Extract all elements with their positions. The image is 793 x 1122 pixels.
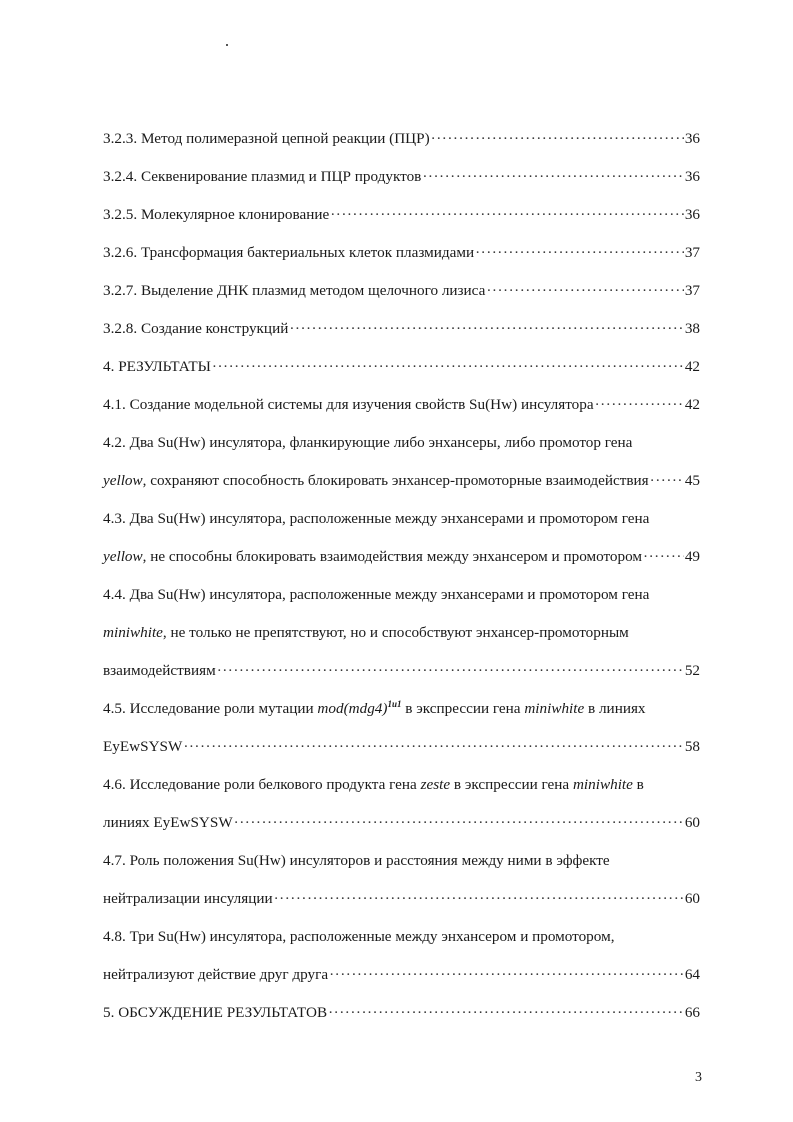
dot-leader xyxy=(475,242,684,264)
toc-page-number: 38 xyxy=(684,320,700,337)
toc-entry-3-2-7[interactable]: 3.2.7. Выделение ДНК плазмид методом щелочного лизиса ····· 37 xyxy=(103,280,700,302)
gene-name: miniwhite xyxy=(524,700,585,717)
toc-entry-4-3-line2[interactable]: yellow, не способны блокировать взаимодействия между энхансером и промотором ····· 49 xyxy=(103,546,700,568)
dot-leader xyxy=(274,888,684,910)
toc-page-number: 64 xyxy=(684,966,700,983)
toc-entry-3-2-6[interactable]: 3.2.6. Трансформация бактериальных клеток плазмидами ····· 37 xyxy=(103,242,700,264)
dot-leader xyxy=(650,470,684,492)
toc-entry-4-5-line2[interactable]: EyEwSYSW ····· 58 xyxy=(103,736,700,758)
dot-leader xyxy=(595,394,684,416)
toc-entry-4-8-line2[interactable]: нейтрализуют действие друг друга ····· 64 xyxy=(103,964,700,986)
toc-entry-4-6-line1[interactable]: 4.6. Исследование роли белкового продукта гена zeste в экспрессии гена miniwhite в xyxy=(103,776,644,793)
toc-entry-5[interactable]: 5. ОБСУЖДЕНИЕ РЕЗУЛЬТАТОВ ····· 66 xyxy=(103,1002,700,1024)
gene-name: mod(mdg4) xyxy=(317,700,388,717)
toc-entry-4-7-line2[interactable]: нейтрализации инсуляции ····· 60 xyxy=(103,888,700,910)
toc-page-number: 36 xyxy=(684,130,700,147)
page-number: 3 xyxy=(695,1070,702,1085)
toc-page-number: 45 xyxy=(684,472,700,489)
toc-page-number: 37 xyxy=(684,244,700,261)
scan-artifact xyxy=(226,44,228,46)
dot-leader xyxy=(486,280,683,302)
gene-name: yellow xyxy=(103,472,143,489)
gene-name: miniwhite xyxy=(572,776,633,793)
toc-entry-4-4-line1[interactable]: 4.4. Два Su(Hw) инсулятора, расположенные между энхансерами и промотором гена xyxy=(103,586,650,603)
toc-entry-4-4-line2[interactable]: miniwhite, не только не препятствуют, но и способствуют энхансер-промоторным xyxy=(103,624,629,641)
dot-leader xyxy=(217,660,684,682)
toc-entry-4-2-line1[interactable]: 4.2. Два Su(Hw) инсулятора, фланкирующие либо энхансеры, либо промотор гена xyxy=(103,434,633,451)
dot-leader xyxy=(212,356,684,378)
toc-entry-4-7-line1[interactable]: 4.7. Роль положения Su(Hw) инсуляторов и расстояния между ними в эффекте xyxy=(103,852,610,869)
dot-leader xyxy=(183,736,684,758)
toc-page-number: 58 xyxy=(684,738,700,755)
toc-entry-3-2-8[interactable]: 3.2.8. Создание конструкций ····· 38 xyxy=(103,318,700,340)
toc-page-number: 60 xyxy=(684,814,700,831)
dot-leader xyxy=(422,166,683,188)
toc-entry-4-6-line2[interactable]: линиях EyEwSYSW ····· 60 xyxy=(103,812,700,834)
dot-leader xyxy=(328,1002,684,1024)
toc-entry-4-3-line1[interactable]: 4.3. Два Su(Hw) инсулятора, расположенные между энхансерами и промотором гена xyxy=(103,510,650,527)
toc-page-number: 49 xyxy=(684,548,700,565)
toc-page-number: 42 xyxy=(684,358,700,375)
toc-page-number: 60 xyxy=(684,890,700,907)
gene-name: miniwhite xyxy=(103,624,163,641)
toc-entry-4[interactable]: 4. РЕЗУЛЬТАТЫ ····· 42 xyxy=(103,356,700,378)
toc-entry-4-1[interactable]: 4.1. Создание модельной системы для изучения свойств Su(Hw) инсулятора ····· 42 xyxy=(103,394,700,416)
dot-leader xyxy=(330,204,684,226)
gene-name: zeste xyxy=(420,776,451,793)
toc-entry-4-2-line2[interactable]: yellow, сохраняют способность блокировать энхансер-промоторные взаимодействия ····· 45 xyxy=(103,470,700,492)
toc-entry-3-2-5[interactable]: 3.2.5. Молекулярное клонирование ····· 36 xyxy=(103,204,700,226)
dot-leader xyxy=(289,318,683,340)
dot-leader xyxy=(234,812,684,834)
toc-entry-4-4-line3[interactable]: взаимодействиям ····· 52 xyxy=(103,660,700,682)
toc-page-number: 37 xyxy=(684,282,700,299)
toc-page-number: 36 xyxy=(684,168,700,185)
dot-leader xyxy=(643,546,684,568)
toc-entry-3-2-4[interactable]: 3.2.4. Секвенирование плазмид и ПЦР продуктов ····· 36 xyxy=(103,166,700,188)
toc-entry-3-2-3[interactable]: 3.2.3. Метод полимеразной цепной реакции (ПЦР) ····· 36 xyxy=(103,128,700,150)
toc-page-number: 42 xyxy=(684,396,700,413)
allele-superscript: 1u1 xyxy=(387,699,402,709)
toc-entry-4-8-line1[interactable]: 4.8. Три Su(Hw) инсулятора, расположенные между энхансером и промотором, xyxy=(103,928,615,945)
gene-name: yellow xyxy=(103,548,143,565)
toc-page-number: 66 xyxy=(684,1004,700,1021)
dot-leader xyxy=(431,128,684,150)
dot-leader xyxy=(329,964,684,986)
toc-page-number: 36 xyxy=(684,206,700,223)
toc-page-number: 52 xyxy=(684,662,700,679)
toc-entry-4-5-line1[interactable]: 4.5. Исследование роли мутации $mod(mdg4)^{1u1}$ в экспрессии гена miniwhite в линиях xyxy=(103,699,646,717)
